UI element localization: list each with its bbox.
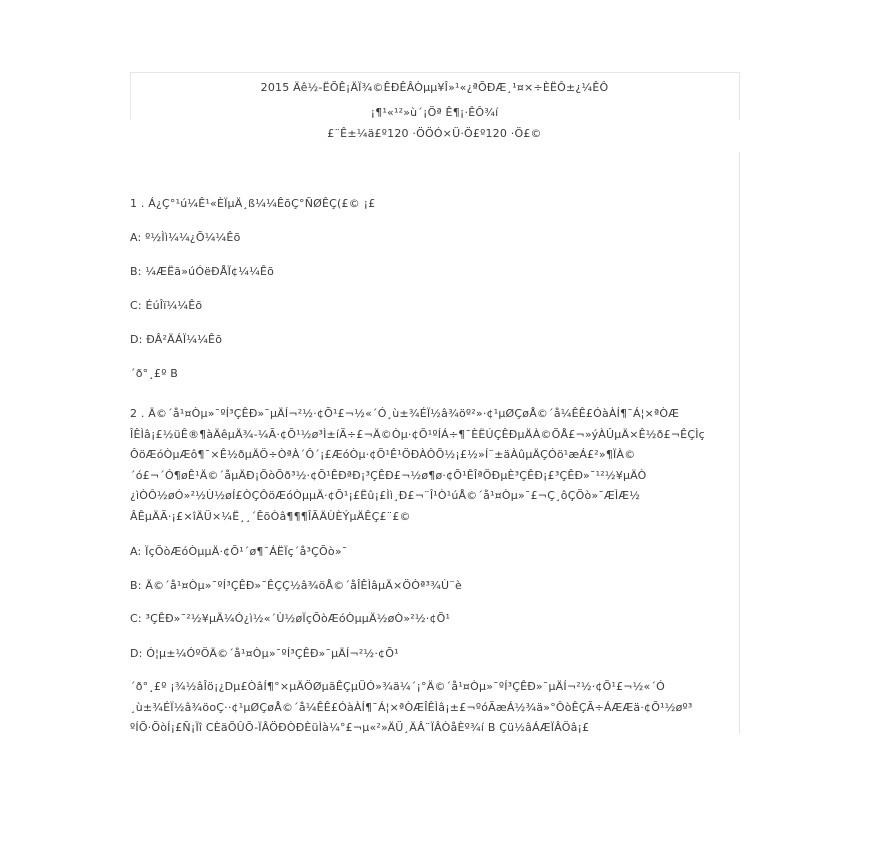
exam-title: 2015 Äê½-ËÕÊ¡ÄÏ¾©ÊÐÊÂÒµµ¥Î»¹«¿ªÕÐÆ¸¹¤×÷ÈËÔ±¿¼ÊÔ	[260, 81, 609, 94]
question-1-answer: ´ð°¸£º B	[130, 367, 179, 380]
exam-subtitle: ¡¶¹«¹²»ù´¡Öª Ê¶¡·ÊÔ¾í	[370, 106, 499, 119]
question-1-stem: 1 . Á¿Ç°¹ú¼Ê¹«ÈÏµÄ¸ß¼¼ÊõÇ°ÑØÊÇ(£© ¡£	[130, 197, 376, 210]
question-2-stem-line: ÂÊµÄÃ·¡£×îÄÜ×¼Ë¸¸´ÊõÒâ¶¶¶ÎÃÄÙÈÝµÄÊÇ£¨£©	[130, 509, 411, 523]
question-2-option-d: D: Ó¦µ±¼ÓºÖÄ©´å¹¤Òµ»¯ºÍ³ÇÊÐ»¯µÄÍ¬²½·¢Õ¹	[130, 647, 399, 660]
question-2-answer-line: ºÍÕ·ÕòÍ¡£Ñ¡Ïî CÈäÕÛÕ-ÏÂÖÐÒÐÈüÌà¼°£¬µ«²»ÄÜ¸ÄÂ¨ÏÂÒåÈº¾í B Çü½âÁÆÏÂÖâ¡£	[130, 721, 590, 734]
question-2-answer	[130, 677, 770, 739]
page-guide-top	[130, 72, 739, 73]
question-2-stem-line: 2 . Ä©´å¹¤Òµ»¯ºÍ³ÇÊÐ»¯µÄÍ¬²½·¢Õ¹£¬½«´Ó¸ù±¾ÉÏ½â¾öº²»·¢¹µØÇøÅ©´å¼ÊÊ£ÓàÀÍ¶¯Á¦×ªÒÆ	[130, 407, 680, 420]
question-1-option-b: B: ¼ÆËã»úÓëÐÅÏ¢¼¼Êõ	[130, 265, 275, 278]
question-2-option-b: B: Ä©´å¹¤Òµ»¯ºÍ³ÇÊÐ»¯ÊÇÇ½â¾öÅ©´åÎÊÌâµÄ×ÖÒª³¾Ù¨è	[130, 579, 462, 592]
page-guide-right	[739, 72, 740, 120]
question-1-option-a: A: º½Ìì¼¼¿Õ¼¼Êõ	[130, 231, 241, 244]
question-2-answer-line: ´ð°¸£º ¡¾½âÎö¡¿Dµ£ÒâÍ¶°×µÄÖØµãÊÇµÜÓ»¾ä¼´¡°Ä©´å¹¤Òµ»¯ºÍ³ÇÊÐ»¯µÄÍ¬²½·¢Õ¹£¬½«´Ó	[130, 680, 666, 693]
question-2-stem-line: ÔöÆóÒµÆô¶¯×Ê½ðµÄÖ÷ÒªÀ´Ô´¡£ÆóÒµ·¢Õ¹Ê¹ÖÐÀÔÕ½¡£½»Í¨±äÀûµÄÇÓö¹æÁ£²»¶ÏÀ©	[130, 448, 636, 461]
question-2-stem	[130, 404, 770, 527]
question-2-answer-line: ¸ù±¾ÉÏ½â¾öoÇ··¢¹µØÇøÅ©´å¼ÊÊ£ÓàÀÍ¶¯Á¦×ªÒÆÎÊÌâ¡±£¬ºóÃæÁ½¾ä»°ÔòÊÇÃ÷ÁÆÆä·¢Õ¹½øº³	[130, 700, 693, 714]
exam-time-score: £¨Ê±¼ä£º120 ·ÖÖÓ×Ü·Ö£º120 ·Ö£©	[327, 127, 542, 140]
question-2-stem-line: ´ó£¬´Ó¶øÊ¹Ä©´åµÄÐ¡ÕòÕð³½·¢Õ¹ÊÐªÐ¡³ÇÊÐ£¬½ø¶ø·¢Õ¹ÊÎªÖÐµÈ³ÇÊÐ¡£³ÇÊÐ»¯¹²½¥µÄÒ	[130, 468, 647, 482]
question-2-stem-line: ¿ìÒÔ½øÓ»²½Ù½øÍ£ÒÇÔöÆóÒµµÄ·¢Õ¹¡£Ëû¡£Ìì¸Ð£¬¨Î¹Ò¹úÅ©´å¹¤Òµ»¯£¬Ç¸ôÇÕò»¯ÆÌÆ½	[130, 489, 641, 502]
question-2-option-a: A: ÏçÕòÆóÒµµÄ·¢Õ¹´ø¶¯ÁËÏç´å³ÇÕò»¯	[130, 545, 348, 558]
question-2-option-c: C: ³ÇÊÐ»¯²½¥µÄ¼Ó¿ì½«´Ù½øÏçÕòÆóÒµµÄ½øÒ»²½·¢Õ¹	[130, 612, 451, 625]
question-1-option-d: D: ÐÂ²ÄÁÏ¼¼Êõ	[130, 333, 223, 346]
question-1-option-c: C: ÉúÎï¼¼Êõ	[130, 299, 203, 312]
question-2-stem-line: ÎÊÌâ¡£½üÊ®¶àÄêµÄ¾-¼Ã·¢Õ¹½ø³Ì±íÃ÷£¬Ä©Òµ·¢Õ¹ºÍÁ÷¶¯ÈËÚÇÊÐµÄÀ©ÕÅ£¬»ýÀÛµÄ×Ê½ð£¬ÊÇÌç	[130, 427, 705, 441]
